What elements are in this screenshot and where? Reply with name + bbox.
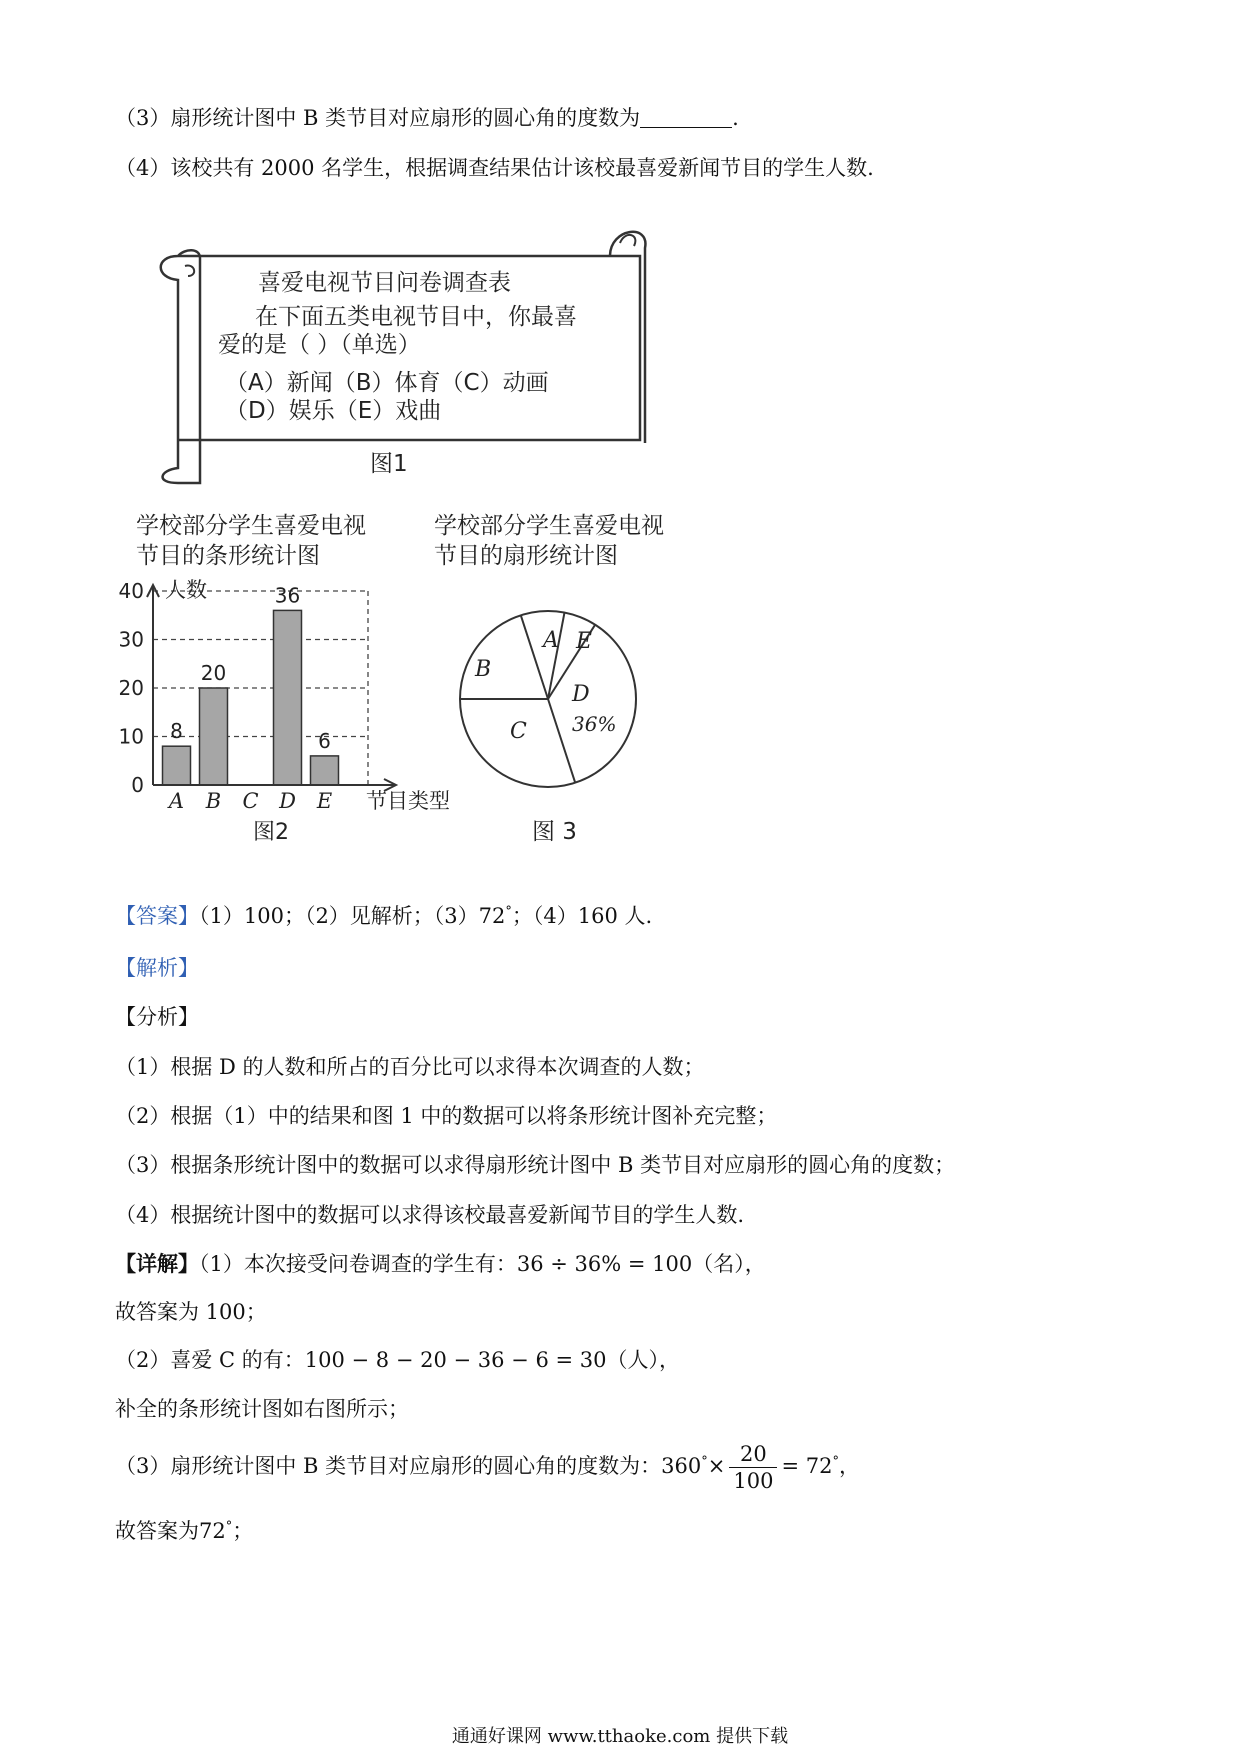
fraction: $\frac{20}{100}$	[729, 1441, 777, 1494]
pie-label-d-percent: 36%	[572, 712, 617, 736]
pie-label-a: A	[543, 628, 559, 653]
detail-line-1: 【详解】（1）本次接受问卷调查的学生有：36 ÷ 36% = 100（名），	[115, 1251, 766, 1276]
y-tick-label: 40	[118, 579, 144, 603]
formula-2: 100 − 8 − 20 − 36 − 6 = 30	[304, 1348, 607, 1372]
detail-line-4: 补全的条形统计图如右图所示；	[115, 1397, 409, 1421]
bar-data-label: 36	[274, 583, 301, 608]
x-tick-label: D	[279, 789, 296, 813]
answer-tag: 【答案】	[115, 904, 199, 928]
y-tick-label: 20	[118, 676, 144, 700]
bar-b	[200, 688, 228, 785]
x-tick-label: A	[168, 789, 185, 813]
figure-1-caption: 图1	[370, 451, 408, 477]
figure-3-caption: 图 3	[532, 819, 577, 845]
detail-line-6: 故答案为72°；	[115, 1519, 254, 1543]
y-tick-label: 30	[118, 627, 144, 652]
x-tick-label: B	[205, 789, 222, 813]
pie-label-c: C	[510, 719, 527, 744]
formula-1: 36 ÷ 36% = 100	[516, 1252, 693, 1276]
x-tick-label: E	[316, 789, 333, 813]
pie-label-e: E	[576, 629, 593, 654]
figure-1-questionnaire	[150, 218, 650, 488]
figure-1-title: 喜爱电视节目问卷调查表	[258, 270, 511, 296]
bar-data-label: 6	[318, 728, 331, 753]
figure-3-title-line-2: 节目的扇形统计图	[434, 543, 618, 569]
y-tick-label: 0	[131, 773, 144, 797]
x-axis-label: 节目类型	[366, 789, 450, 813]
y-axis-label: 人数	[165, 578, 207, 602]
analysis-tag: 【解析】	[115, 956, 199, 980]
detail-tag: 【详解】	[115, 1251, 199, 1276]
y-tick-label: 10	[118, 724, 144, 749]
bar-data-label: 8	[170, 719, 183, 744]
detail-line-5: （3）扇形统计图中 B 类节目对应扇形的圆心角的度数为：360°× $\frac{20}{100}$ = 72°，	[115, 1442, 860, 1493]
figure-2-title-line-1: 学校部分学生喜爱电视	[136, 513, 366, 539]
figure-1-line-2: 爱的是（ ）（单选）	[218, 332, 421, 358]
figure-3-pie-chart	[420, 505, 720, 850]
pie-label-d: D	[572, 682, 590, 707]
figure-3-title-line-1: 学校部分学生喜爱电视	[434, 513, 664, 539]
detail-line-3: （2）喜爱 C 的有：100 − 8 − 20 − 36 − 6 = 30（人），	[115, 1348, 680, 1372]
figure-1-line-1: 在下面五类电视节目中，你最喜	[255, 304, 577, 330]
detail-line-2: 故答案为 100；	[115, 1300, 267, 1324]
bar-d	[274, 610, 302, 785]
analysis-point-3: （3）根据条形统计图中的数据可以求得扇形统计图中 B 类节目对应扇形的圆心角的度数；	[115, 1153, 956, 1177]
figure-2-title-line-2: 节目的条形统计图	[136, 543, 320, 569]
answer-blank	[640, 105, 732, 128]
figure-1-line-4: （D）娱乐（E）戏曲	[225, 398, 442, 424]
figure-1-line-3: （A）新闻（B）体育（C）动画	[225, 370, 549, 396]
bar-data-label: 20	[200, 661, 227, 685]
question-3: （3）扇形统计图中 B 类节目对应扇形的圆心角的度数为 .	[115, 106, 739, 130]
pie-label-b: B	[475, 657, 492, 682]
analysis-subtitle: 【分析】	[115, 1005, 199, 1029]
analysis-point-2: （2）根据（1）中的结果和图 1 中的数据可以将条形统计图补充完整；	[115, 1104, 778, 1128]
x-tick-label: C	[242, 789, 259, 813]
bar-e	[311, 756, 339, 785]
analysis-point-1: （1）根据 D 的人数和所占的百分比可以求得本次调查的人数；	[115, 1055, 705, 1079]
page-footer: 通通好课网 www.tthaoke.com 提供下载	[451, 1726, 789, 1747]
analysis-point-4: （4）根据统计图中的数据可以求得该校最喜爱新闻节目的学生人数.	[115, 1203, 745, 1227]
question-4: （4）该校共有 2000 名学生，根据调查结果估计该校最喜爱新闻节目的学生人数.	[115, 156, 874, 180]
answer-line: 【答案】（1）100；（2）见解析；（3）72°；（4）160 人.	[115, 904, 653, 928]
figure-2-caption: 图2	[253, 820, 289, 845]
bar-a	[163, 746, 191, 785]
